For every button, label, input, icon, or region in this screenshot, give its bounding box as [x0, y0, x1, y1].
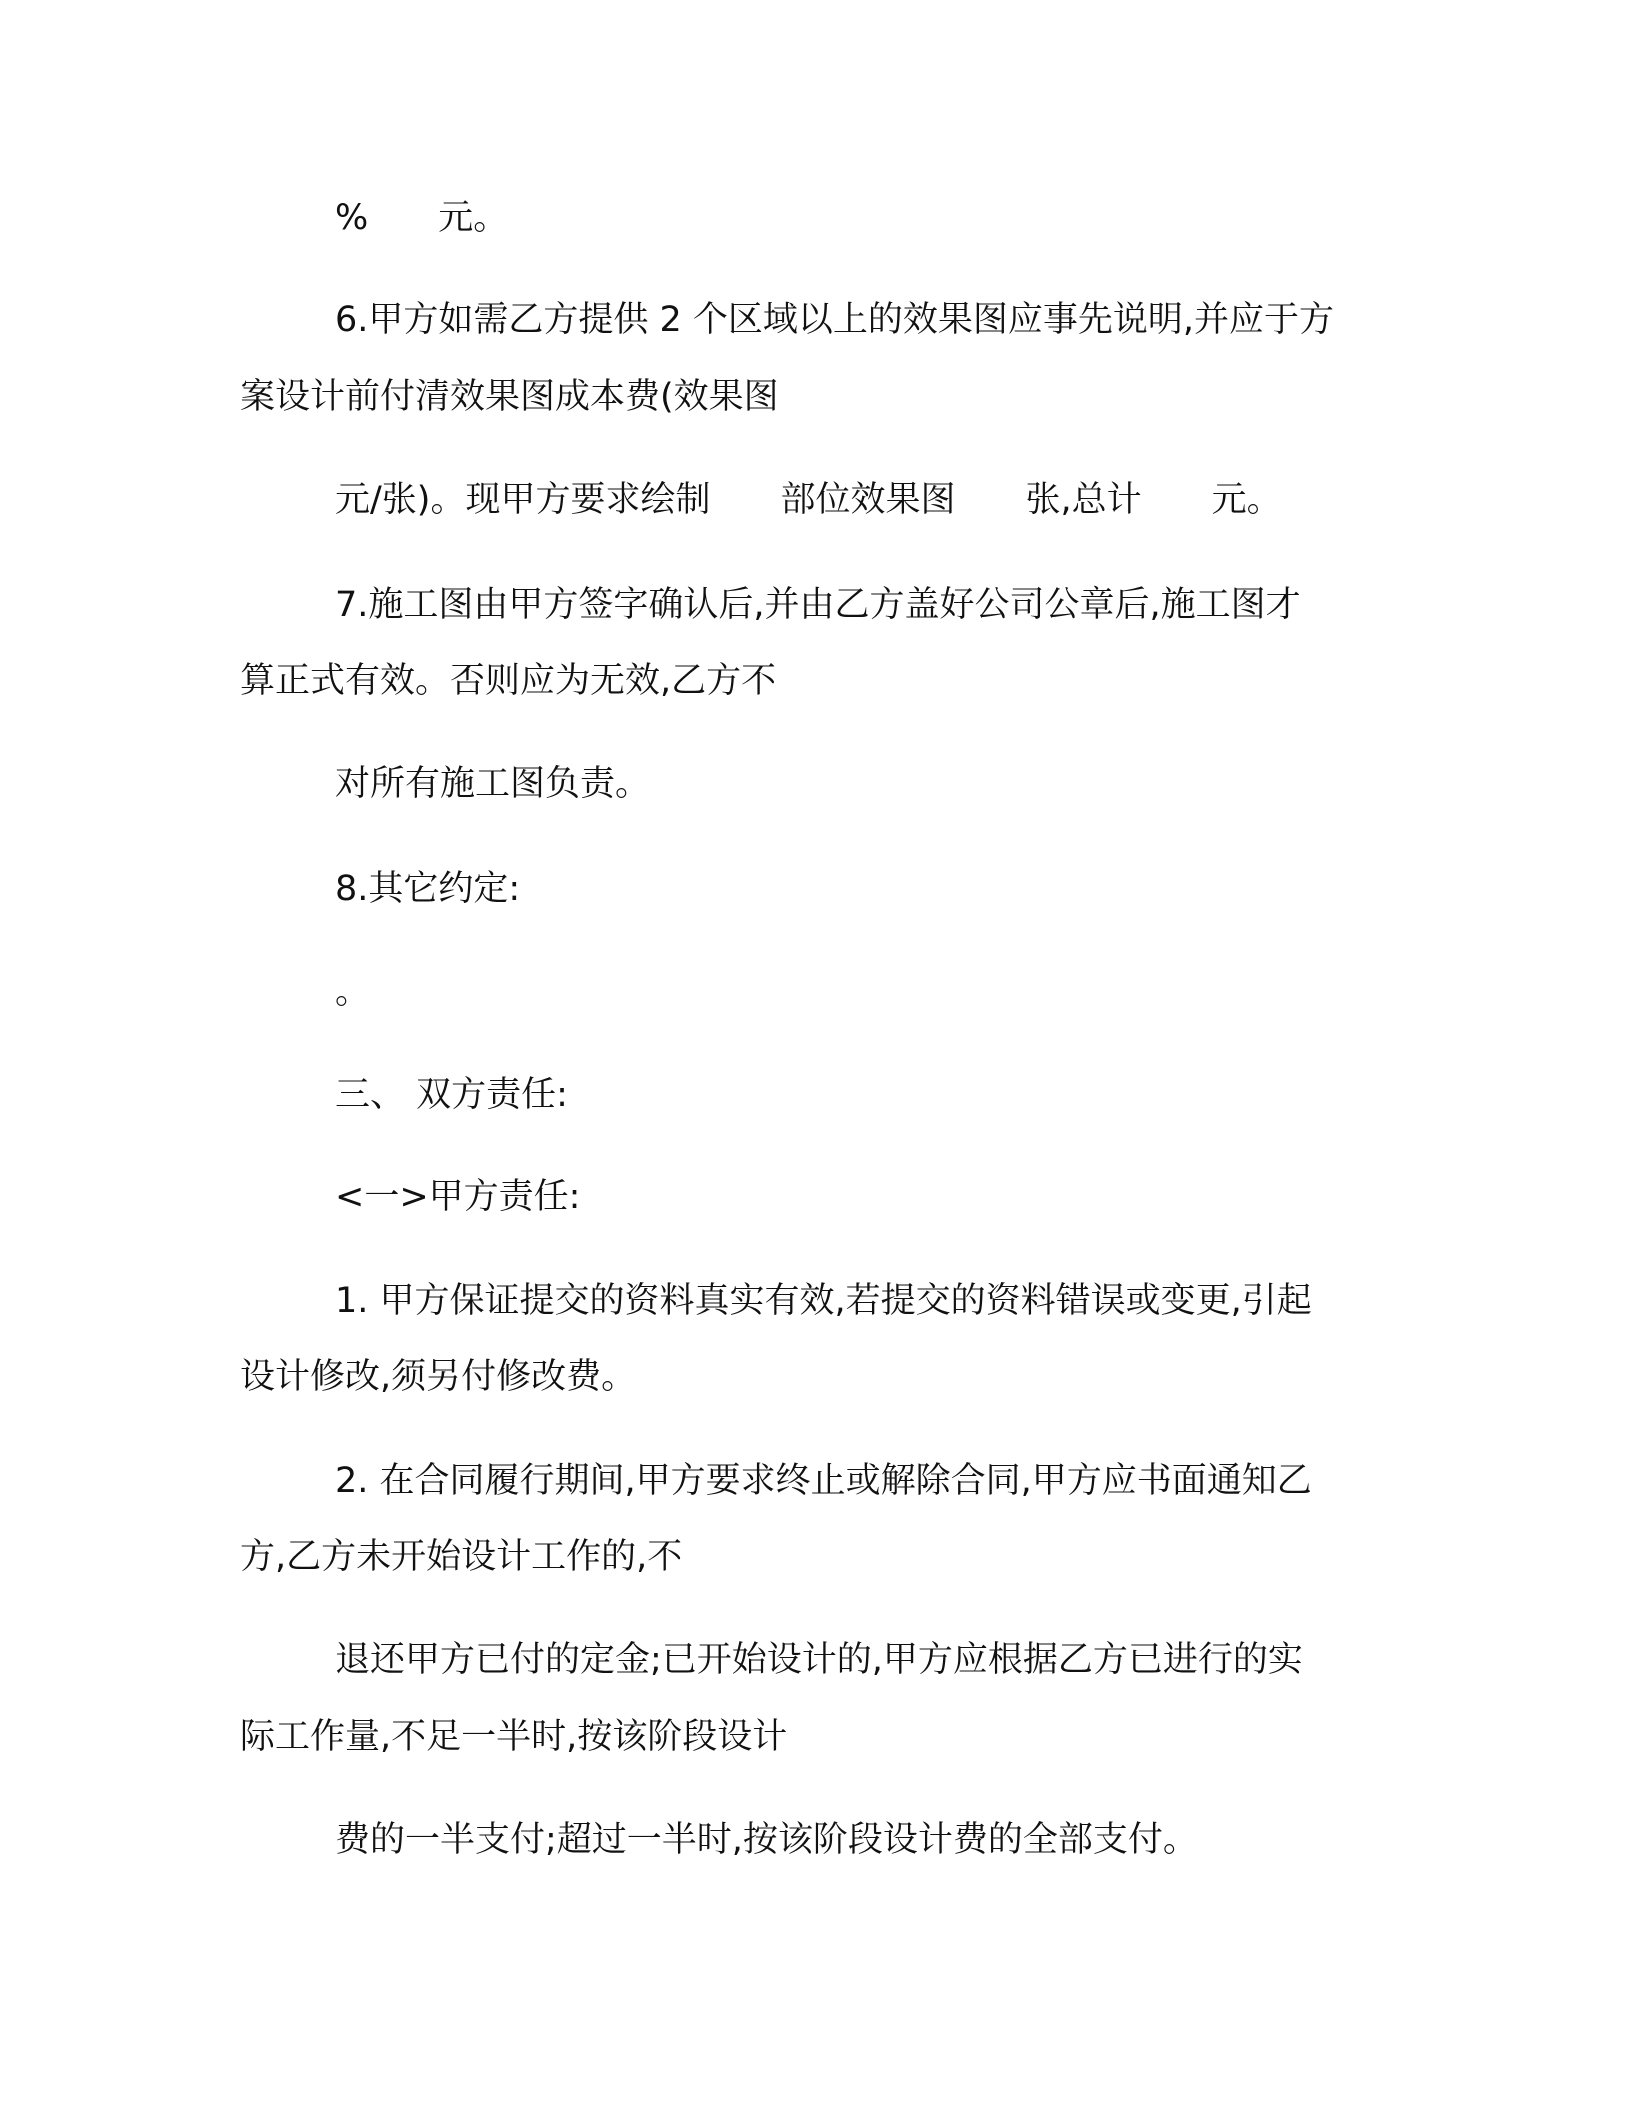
text-line-17: 际工作量,不足一半时,按该阶段设计 — [240, 1717, 788, 1757]
text-line-8: 8.其它约定: — [335, 869, 521, 909]
text-line-4: 元/张)。现甲方要求绘制 部位效果图 张,总计 元。 — [335, 480, 1282, 520]
text-line-5: 7.施工图由甲方签字确认后,并由乙方盖好公司公章后,施工图才 — [335, 585, 1301, 625]
text-line-11: <一>甲方责任: — [335, 1177, 581, 1217]
text-line-3: 案设计前付清效果图成本费(效果图 — [240, 377, 779, 417]
text-line-1: % 元。 — [335, 198, 509, 238]
text-line-16: 退还甲方已付的定金;已开始设计的,甲方应根据乙方已进行的实 — [335, 1640, 1303, 1680]
text-line-12: 1. 甲方保证提交的资料真实有效,若提交的资料错误或变更,引起 — [335, 1281, 1312, 1321]
text-line-7: 对所有施工图负责。 — [335, 764, 651, 804]
text-line-18: 费的一半支付;超过一半时,按该阶段设计费的全部支付。 — [335, 1820, 1198, 1860]
text-line-13: 设计修改,须另付修改费。 — [240, 1357, 637, 1397]
text-line-14: 2. 在合同履行期间,甲方要求终止或解除合同,甲方应书面通知乙 — [335, 1461, 1312, 1501]
text-line-10: 三、 双方责任: — [335, 1075, 568, 1115]
text-line-15: 方,乙方未开始设计工作的,不 — [240, 1537, 683, 1577]
text-line-9: 。 — [335, 972, 371, 1012]
text-line-6: 算正式有效。否则应为无效,乙方不 — [240, 661, 777, 701]
text-line-2: 6.甲方如需乙方提供 2 个区域以上的效果图应事先说明,并应于方 — [335, 300, 1335, 340]
